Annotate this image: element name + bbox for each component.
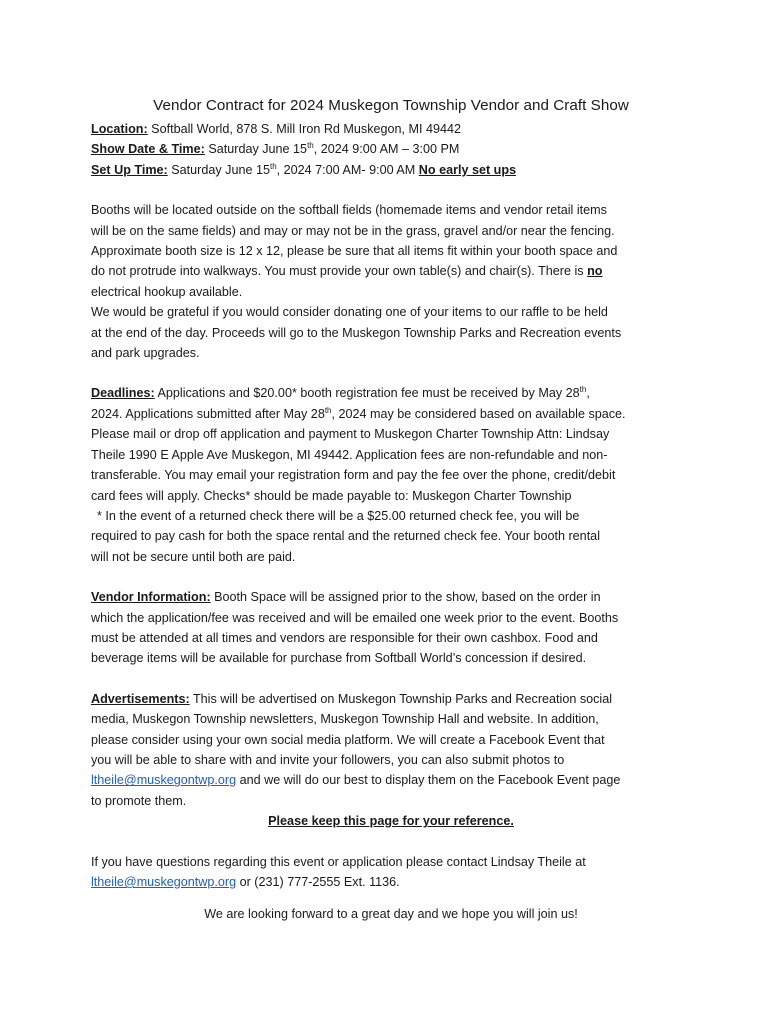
setup-time-line: Set Up Time: Saturday June 15th, 2024 7:00 AM- 9:00 AM No early set ups bbox=[91, 161, 517, 177]
location-line bbox=[91, 119, 691, 139]
setup-time-label: Set Up Time: bbox=[91, 162, 168, 177]
closing-line: We are looking forward to a great day and we hope you will join us! bbox=[204, 907, 578, 922]
vendor-info-label: Vendor Information: bbox=[91, 590, 211, 605]
document-title: Vendor Contract for 2024 Muskegon Township Vendor and Craft Show bbox=[153, 97, 629, 114]
contact-paragraph: If you have questions regarding this event or application please contact Lindsay Theile at ltheile@muskegontwp.org or (231) 777-2555 Ext. 1136. bbox=[91, 854, 586, 889]
document-content bbox=[91, 95, 691, 925]
email-link[interactable]: ltheile@muskegontwp.org bbox=[91, 773, 237, 788]
deadlines-label: Deadlines: bbox=[91, 386, 155, 401]
keep-for-reference-note: Please keep this page for your reference. bbox=[268, 814, 514, 829]
deadlines-paragraph: Deadlines: Applications and $20.00* booth registration fee must be received by May 28th, 2024. Applications submitted after May 28th, 2024 may be considered based on available space. Please mail or drop off application and payment to Muskegon Charter Township Attn: Lindsay Theile 1990 E Apple Ave Muskegon, MI 49442. Application fees are non-refundable and non- transferable. You may email your registration form and pay the fee over the phone, credit/debit card fees will apply. Checks* should be made payable to: Muskegon Charter Township * In the event of a returned check there will be a $25.00 returned check fee, you will be required to pay cash for both the space rental and the returned check fee. Your booth rental will not be secure until both are paid. bbox=[91, 385, 626, 564]
contact-email-link[interactable]: ltheile@muskegontwp.org bbox=[91, 875, 237, 889]
booths-paragraph: Booths will be located outside on the softball fields (homemade items and vendor retail items will be on the same fields) and may or may not be in the grass, gravel and/or near the fencing. Approximate booth size is 12 x 12, please be sure that all items fit within your booth space and do not protrude into walkways. You must provide your own table(s) and chair(s). There is no electrical hookup available. bbox=[91, 203, 618, 299]
no-emphasis: no bbox=[587, 264, 603, 279]
show-date-line: Show Date & Time: Saturday June 15th, 2024 9:00 AM – 3:00 PM bbox=[91, 141, 460, 157]
vendor-info-paragraph: Vendor Information: Booth Space will be assigned prior to the show, based on the order in which the application/fee was received and will be emailed one week prior to the event. Booths must be attended at all times and vendors are responsible for their own cashbox. Food and beverage items will be available for purchase from Softball World’s concession if desired. bbox=[91, 590, 619, 666]
location-label: Location: bbox=[91, 122, 148, 136]
advertisements-label: Advertisements: bbox=[91, 691, 190, 706]
show-date-label: Show Date & Time: bbox=[91, 142, 205, 157]
raffle-paragraph: We would be grateful if you would consider donating one of your items to our raffle to be held at the end of the day. Proceeds will go to the Muskegon Township Parks and Recreation events and park upgrades. bbox=[91, 305, 622, 361]
no-early-setup-note: No early set ups bbox=[418, 162, 517, 177]
advertisements-paragraph: Advertisements: This will be advertised on Muskegon Township Parks and Recreation social media, Muskegon Township newsletters, Muskegon Township Hall and website. In addition, please consider using your own social media platform. We will create a Facebook Event that you will be able to share with and invite your followers, you can also submit photos to ltheile@muskegontwp.org and we will do our best to display them on the Facebook Event page to promote them. bbox=[91, 691, 621, 808]
location-value: Softball World, 878 S. Mill Iron Rd Muskegon, MI 49442 bbox=[147, 122, 462, 136]
